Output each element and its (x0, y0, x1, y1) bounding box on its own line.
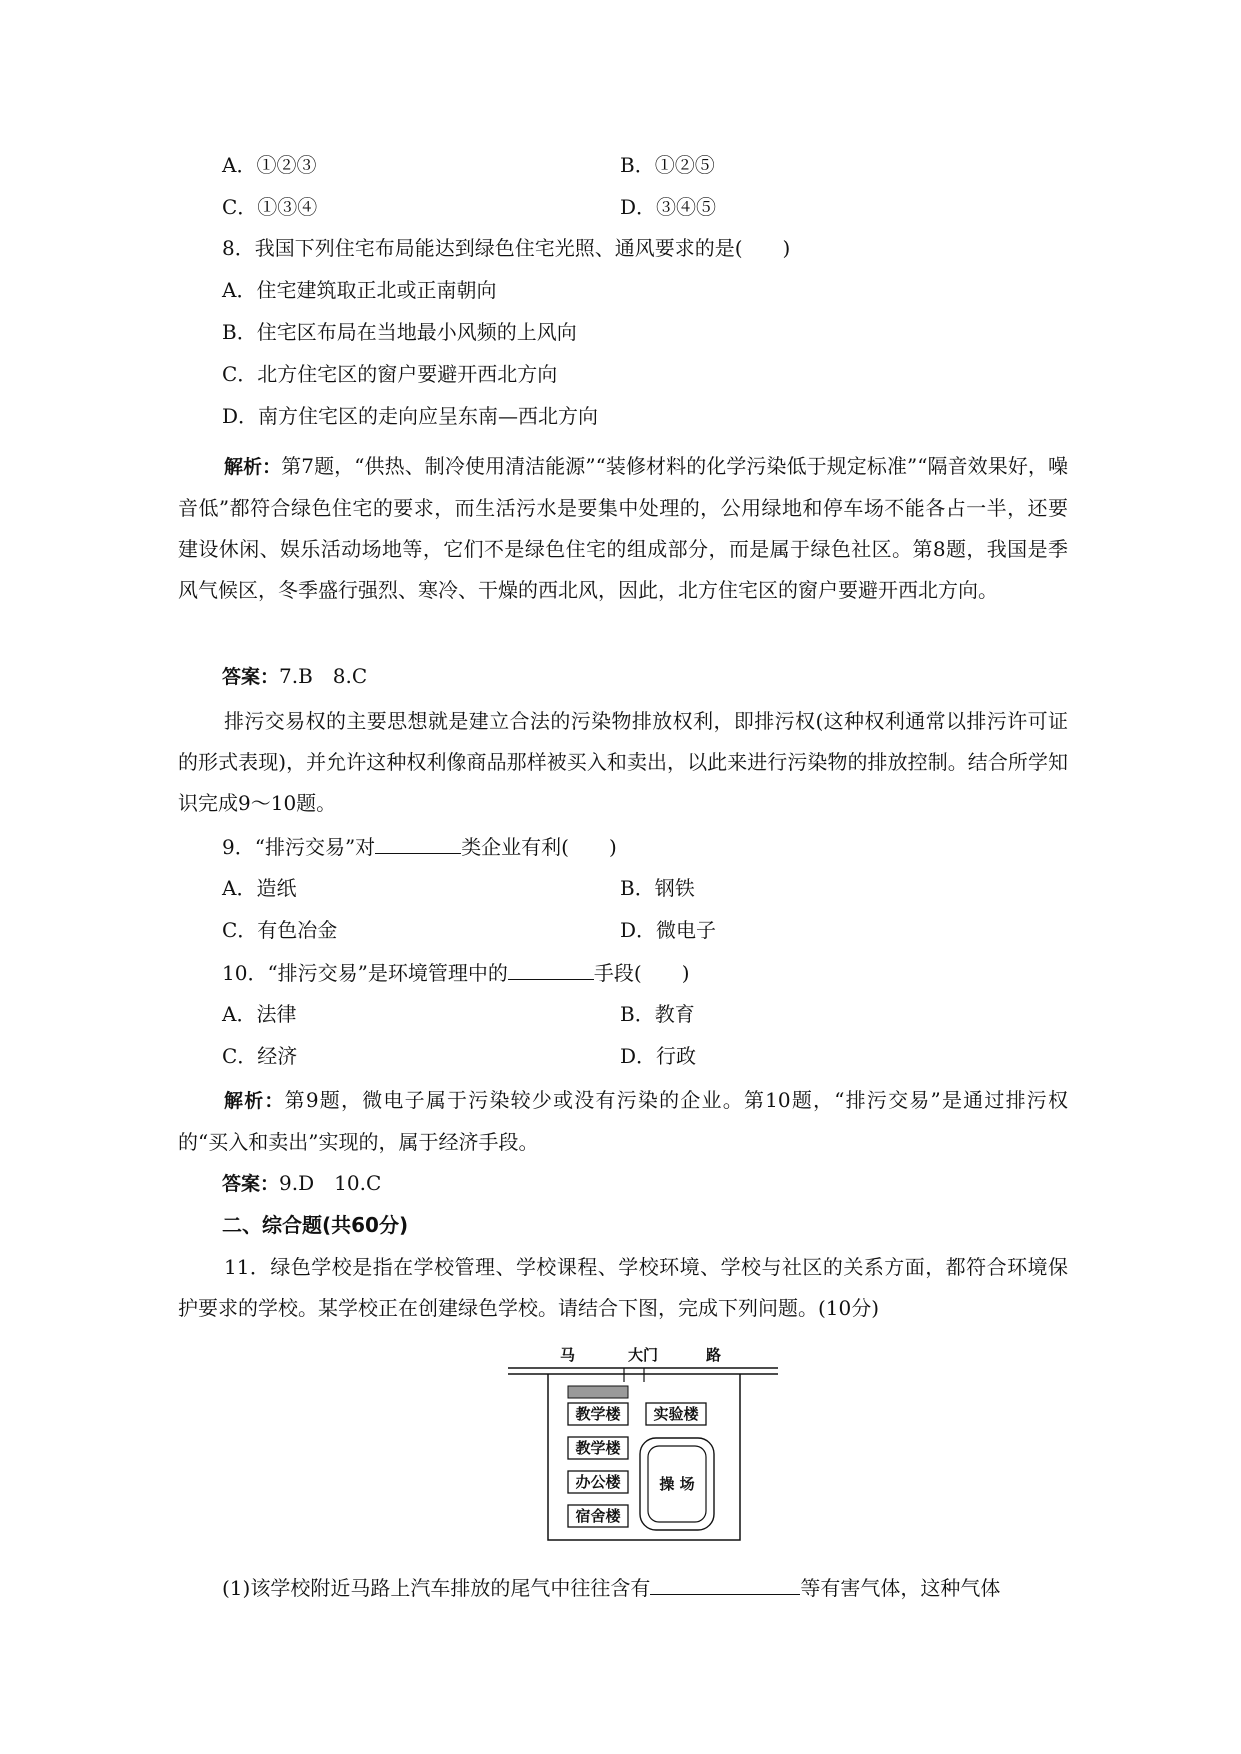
q7-option-c: C．①③④ (222, 195, 318, 219)
q9-option-b: B．钢铁 (620, 876, 695, 900)
teaching-building-2-label: 教学楼 (575, 1439, 621, 1457)
q9-stem-before: 9．“排污交易”对 (222, 835, 376, 859)
answer-label: 答案： (222, 666, 280, 688)
playground-label: 操 场 (659, 1475, 695, 1493)
school-layout-diagram (508, 1344, 778, 1550)
q9-blank (375, 831, 461, 854)
q10-option-c: C．经济 (222, 1044, 298, 1068)
q10-stem-before: 10．“排污交易”是环境管理中的 (222, 961, 508, 985)
q7-option-a: A．①②③ (222, 153, 317, 177)
q9-option-a: A．造纸 (222, 876, 297, 900)
answer-9-10 (222, 1168, 381, 1199)
q10-blank (508, 957, 594, 980)
q9-stem (222, 831, 617, 862)
analysis-7-8 (178, 446, 1068, 611)
q8-option-c: C．北方住宅区的窗户要避开西北方向 (222, 362, 558, 386)
answer-label: 答案： (222, 1173, 280, 1195)
teaching-building-1-label: 教学楼 (575, 1405, 621, 1423)
analysis-text: 第7题，“供热、制冷使用清洁能源”“装修材料的化学污染低于规定标准”“隔音效果好，噪音低”都符合绿色住宅的要求，而生活污水是要集中处理的，公用绿地和停车场不能各占一半，还要建设休闲、娱乐活动场地等，它们不是绿色住宅的组成部分，而是属于绿色社区。第8题，我国是季风气候区，冬季盛行强烈、寒冷、干燥的西北风，因此，北方住宅区的窗户要避开西北方向。 (178, 454, 1068, 602)
grey-strip (568, 1386, 628, 1398)
q8-option-a: A．住宅建筑取正北或正南朝向 (222, 278, 497, 302)
analysis-text: 第9题，微电子属于污染较少或没有污染的企业。第10题，“排污交易”是通过排污权的“买入和卖出”实现的，属于经济手段。 (178, 1088, 1068, 1154)
section-title: 二、综合题(共60分) (222, 1213, 409, 1237)
q11-part-1 (222, 1572, 1000, 1603)
q11-part-1-before: (1)该学校附近马路上汽车排放的尾气中往往含有 (222, 1576, 651, 1600)
answer-text: 7.B 8.C (279, 664, 368, 688)
q11-stem: 11．绿色学校是指在学校管理、学校课程、学校环境、学校与社区的关系方面，都符合环境保护要求的学校。某学校正在创建绿色学校。请结合下图，完成下列问题。(10分) (178, 1255, 1068, 1320)
q8-option-b: B．住宅区布局在当地最小风频的上风向 (222, 320, 577, 344)
intro-9-10: 排污交易权的主要思想就是建立合法的污染物排放权利，即排污权(这种权利通常以排污许可证的形式表现)，并允许这种权利像商品那样被买入和卖出，以此来进行污染物的排放控制。结合所学知识完成9～10题。 (178, 709, 1068, 815)
q9-option-c: C．有色冶金 (222, 918, 338, 942)
answer-7-8 (222, 661, 367, 692)
q8-stem: 8．我国下列住宅布局能达到绿色住宅光照、通风要求的是( ) (222, 236, 791, 260)
analysis-label: 解析： (224, 1090, 285, 1112)
q9-option-d: D．微电子 (620, 918, 717, 942)
road-label-right: 路 (706, 1346, 722, 1364)
q9-stem-after: 类企业有利( ) (461, 835, 617, 859)
q10-option-d: D．行政 (620, 1044, 697, 1068)
dormitory-label: 宿舍楼 (575, 1507, 621, 1525)
school-map-svg (508, 1344, 778, 1550)
analysis-9-10 (178, 1080, 1068, 1163)
q7-option-d: D．③④⑤ (620, 195, 717, 219)
q10-stem-after: 手段( ) (593, 961, 690, 985)
gate-label: 大门 (628, 1346, 659, 1364)
q7-option-b: B．①②⑤ (620, 153, 715, 177)
road-label-left: 马 (560, 1346, 576, 1364)
q11-part-1-blank (650, 1572, 800, 1595)
office-building-label: 办公楼 (575, 1473, 621, 1491)
lab-building-label: 实验楼 (653, 1405, 699, 1423)
q10-option-b: B．教育 (620, 1002, 695, 1026)
analysis-label: 解析： (224, 456, 282, 478)
q10-stem (222, 957, 690, 988)
answer-text: 9.D 10.C (279, 1171, 382, 1195)
q8-option-d: D．南方住宅区的走向应呈东南—西北方向 (222, 404, 599, 428)
q10-option-a: A．法律 (222, 1002, 297, 1026)
q11-part-1-after: 等有害气体，这种气体 (800, 1576, 1001, 1600)
